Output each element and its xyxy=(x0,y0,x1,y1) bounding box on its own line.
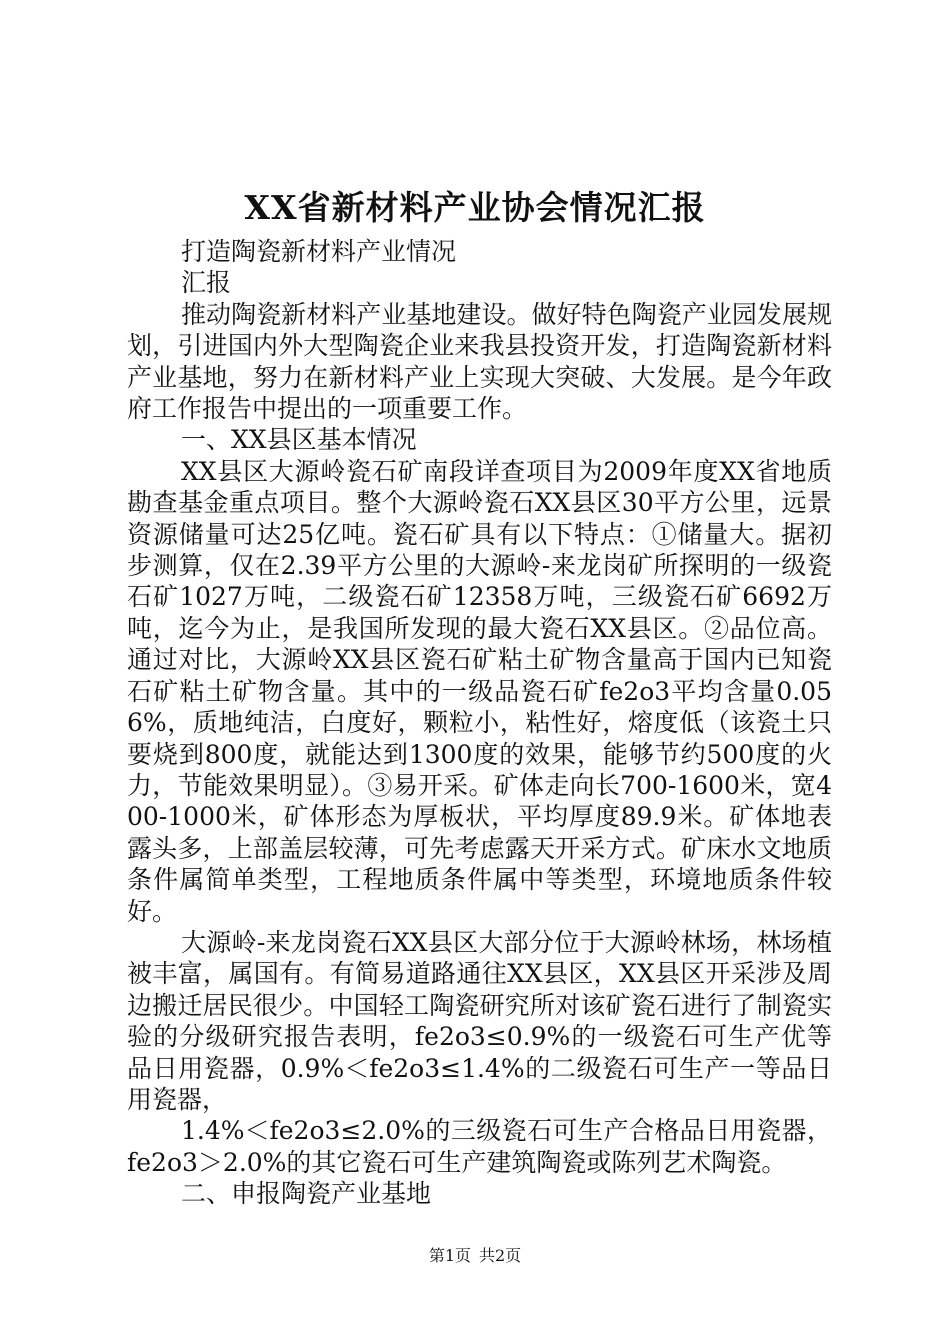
section-heading-2: 二、申报陶瓷产业基地 xyxy=(181,1179,432,1209)
body-paragraph: XX县区大源岭瓷石矿南段详查项目为2009年度XX省地质勘查基金重点项目。整个大源岭瓷石XX县区30平方公里，远景资源储量可达25亿吨。瓷石矿具有以下特点：①储量大。据初步测算，仅在2.39平方公里的大源岭-来龙岗矿所探明的一级瓷石矿1027万吨，二级瓷石矿12358万吨，三级瓷石矿6692万吨，迄今为止，是我国所发现的最大瓷石XX县区。②品位高。通过对比，大源岭XX县区瓷石矿粘土矿物含量高于国内已知瓷石矿粘土矿物含量。其中的一级品瓷石矿fe2o3平均含量0.056%，质地纯洁，白度好，颗粒小，粘性好，熔度低（该瓷土只要烧到800度，就能达到1300度的效果，能够节约500度的火力，节能效果明显）。③易开采。矿体走向长700-1600米，宽400-1000米，矿体形态为厚板状，平均厚度89.9米。矿体地表露头多，上部盖层较薄，可先考虑露天开采方式。矿床水文地质条件属简单类型，工程地质条件属中等类型，环境地质条件较好。 xyxy=(127,456,832,926)
document-body xyxy=(127,236,832,1210)
subtitle-line-continued: 汇报 xyxy=(181,268,232,298)
body-paragraph: 1.4%＜fe2o3≤2.0%的三级瓷石可生产合格品日用瓷器，fe2o3＞2.0%的其它瓷石可生产建筑陶瓷或陈列艺术陶瓷。 xyxy=(127,1116,832,1177)
document-title: XX省新材料产业协会情况汇报 xyxy=(244,188,706,227)
intro-paragraph: 推动陶瓷新材料产业基地建设。做好特色陶瓷产业园发展规划，引进国内外大型陶瓷企业来我县投资开发，打造陶瓷新材料产业基地，努力在新材料产业上实现大突破、大发展。是今年政府工作报告中提出的一项重要工作。 xyxy=(127,299,832,424)
page-number: 第1页 xyxy=(428,1246,471,1265)
section-heading-1: 一、XX县区基本情况 xyxy=(181,425,417,455)
subtitle-line: 打造陶瓷新材料产业情况 xyxy=(181,237,457,266)
page-total: 共2页 xyxy=(479,1246,522,1265)
body-paragraph: 大源岭-来龙岗瓷石XX县区大部分位于大源岭林场，林场植被丰富，属国有。有简易道路通往XX县区，XX县区开采涉及周边搬迁居民很少。中国轻工陶瓷研究所对该矿瓷石进行了制瓷实验的分级研究报告表明，fe2o3≤0.9%的一级瓷石可生产优等品日用瓷器，0.9%＜fe2o3≤1.4%的二级瓷石可生产一等品日用瓷器， xyxy=(127,927,832,1114)
page-footer xyxy=(0,1245,950,1267)
